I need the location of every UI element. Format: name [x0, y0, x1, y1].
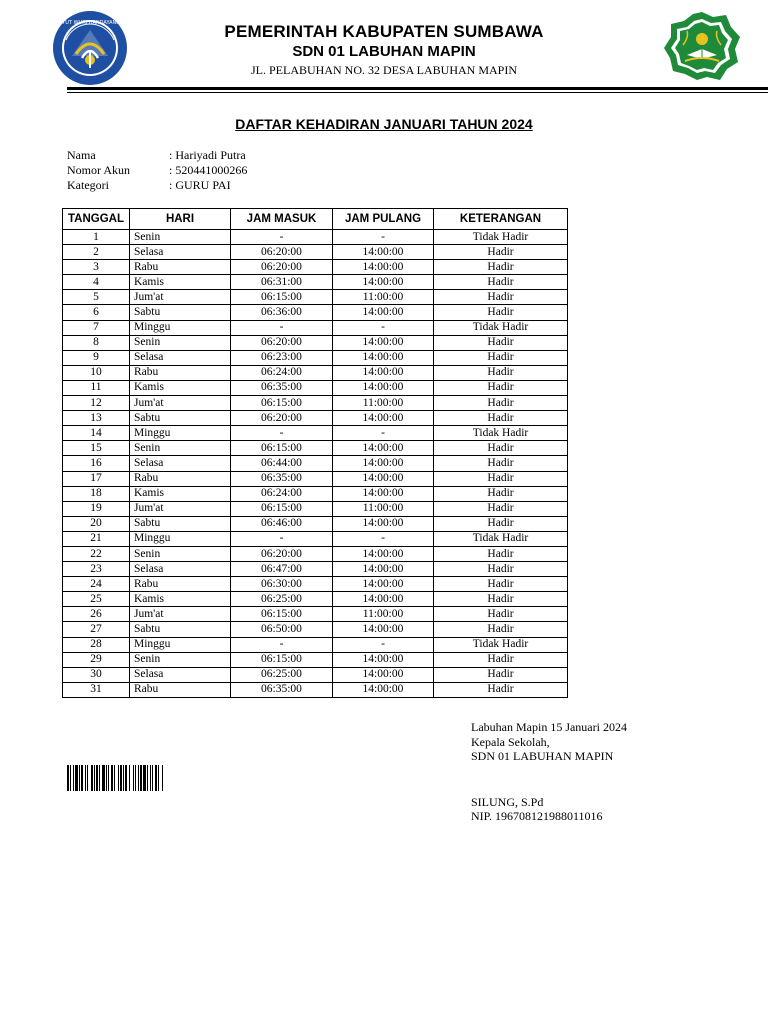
cell-hari: Senin: [130, 335, 231, 350]
cell-jam-pulang: 14:00:00: [333, 275, 434, 290]
table-row: [63, 350, 568, 365]
table-row: [63, 622, 568, 637]
cell-keterangan: Hadir: [434, 577, 568, 592]
cell-tanggal: 19: [63, 501, 130, 516]
cell-jam-masuk: 06:31:00: [231, 275, 333, 290]
cell-tanggal: 21: [63, 531, 130, 546]
col-header-jam-pulang: JAM PULANG: [333, 209, 434, 230]
cell-jam-pulang: 14:00:00: [333, 667, 434, 682]
cell-tanggal: 28: [63, 637, 130, 652]
table-row: [63, 516, 568, 531]
cell-jam-pulang: 11:00:00: [333, 607, 434, 622]
cell-keterangan: Hadir: [434, 592, 568, 607]
header-divider-thick: [67, 87, 768, 90]
cell-jam-pulang: 11:00:00: [333, 290, 434, 305]
cell-jam-masuk: -: [231, 531, 333, 546]
info-label: Kategori: [67, 178, 109, 192]
table-row: [63, 275, 568, 290]
cell-jam-masuk: 06:15:00: [231, 607, 333, 622]
cell-keterangan: Hadir: [434, 652, 568, 667]
cell-tanggal: 23: [63, 562, 130, 577]
cell-tanggal: 15: [63, 441, 130, 456]
cell-keterangan: Hadir: [434, 365, 568, 380]
cell-keterangan: Hadir: [434, 456, 568, 471]
header-school-name: SDN 01 LABUHAN MAPIN: [292, 43, 476, 60]
cell-hari: Kamis: [130, 380, 231, 395]
table-row: [63, 335, 568, 350]
table-header-row: [63, 209, 568, 230]
header-address: JL. PELABUHAN NO. 32 DESA LABUHAN MAPIN: [250, 63, 517, 77]
cell-tanggal: 3: [63, 260, 130, 275]
cell-keterangan: Hadir: [434, 441, 568, 456]
cell-jam-pulang: 14:00:00: [333, 486, 434, 501]
cell-tanggal: 27: [63, 622, 130, 637]
cell-jam-pulang: 14:00:00: [333, 380, 434, 395]
cell-jam-masuk: 06:44:00: [231, 456, 333, 471]
cell-jam-masuk: 06:24:00: [231, 486, 333, 501]
barcode-icon: [67, 765, 201, 791]
cell-keterangan: Hadir: [434, 501, 568, 516]
cell-jam-masuk: 06:15:00: [231, 441, 333, 456]
cell-hari: Senin: [130, 230, 231, 245]
cell-tanggal: 5: [63, 290, 130, 305]
cell-jam-masuk: 06:15:00: [231, 652, 333, 667]
cell-tanggal: 18: [63, 486, 130, 501]
cell-tanggal: 4: [63, 275, 130, 290]
table-row: [63, 531, 568, 546]
cell-hari: Selasa: [130, 562, 231, 577]
cell-keterangan: Hadir: [434, 622, 568, 637]
cell-jam-masuk: 06:35:00: [231, 682, 333, 697]
cell-keterangan: Hadir: [434, 546, 568, 561]
cell-hari: Rabu: [130, 577, 231, 592]
cell-hari: Jum'at: [130, 290, 231, 305]
table-row: [63, 637, 568, 652]
table-row: [63, 380, 568, 395]
cell-jam-masuk: 06:20:00: [231, 411, 333, 426]
cell-hari: Selasa: [130, 667, 231, 682]
cell-hari: Jum'at: [130, 501, 231, 516]
cell-jam-masuk: 06:35:00: [231, 380, 333, 395]
cell-tanggal: 30: [63, 667, 130, 682]
table-row: [63, 320, 568, 335]
cell-tanggal: 25: [63, 592, 130, 607]
cell-hari: Sabtu: [130, 622, 231, 637]
cell-tanggal: 29: [63, 652, 130, 667]
cell-hari: Rabu: [130, 365, 231, 380]
cell-jam-pulang: 14:00:00: [333, 365, 434, 380]
table-row: [63, 652, 568, 667]
cell-jam-pulang: 14:00:00: [333, 456, 434, 471]
cell-tanggal: 31: [63, 682, 130, 697]
table-row: [63, 562, 568, 577]
table-row: [63, 486, 568, 501]
table-row: [63, 411, 568, 426]
table-row: [63, 577, 568, 592]
signature-position: Kepala Sekolah,: [471, 735, 550, 749]
cell-hari: Jum'at: [130, 607, 231, 622]
cell-hari: Minggu: [130, 320, 231, 335]
cell-keterangan: Hadir: [434, 411, 568, 426]
table-row: [63, 592, 568, 607]
cell-jam-pulang: 14:00:00: [333, 305, 434, 320]
cell-jam-masuk: 06:20:00: [231, 335, 333, 350]
info-label: Nama: [67, 148, 96, 162]
document-title: DAFTAR KEHADIRAN JANUARI TAHUN 2024: [235, 116, 533, 132]
cell-jam-pulang: 14:00:00: [333, 592, 434, 607]
cell-keterangan: Hadir: [434, 260, 568, 275]
cell-jam-masuk: -: [231, 320, 333, 335]
cell-hari: Senin: [130, 546, 231, 561]
table-row: [63, 607, 568, 622]
info-value: : GURU PAI: [169, 178, 231, 192]
cell-keterangan: Hadir: [434, 305, 568, 320]
cell-hari: Minggu: [130, 531, 231, 546]
cell-hari: Kamis: [130, 592, 231, 607]
cell-keterangan: Hadir: [434, 516, 568, 531]
signature-school: SDN 01 LABUHAN MAPIN: [471, 749, 614, 763]
cell-tanggal: 8: [63, 335, 130, 350]
cell-keterangan: Hadir: [434, 562, 568, 577]
cell-jam-pulang: 14:00:00: [333, 350, 434, 365]
table-row: [63, 365, 568, 380]
cell-jam-masuk: 06:24:00: [231, 365, 333, 380]
cell-jam-masuk: -: [231, 230, 333, 245]
cell-keterangan: Hadir: [434, 486, 568, 501]
signature-name: SILUNG, S.Pd: [471, 795, 544, 809]
col-header-jam-masuk: JAM MASUK: [231, 209, 333, 230]
cell-hari: Minggu: [130, 637, 231, 652]
table-row: [63, 290, 568, 305]
cell-hari: Senin: [130, 441, 231, 456]
cell-jam-pulang: -: [333, 637, 434, 652]
cell-tanggal: 7: [63, 320, 130, 335]
cell-keterangan: Hadir: [434, 380, 568, 395]
info-value: : 520441000266: [169, 163, 248, 177]
table-row: [63, 682, 568, 697]
cell-jam-pulang: 14:00:00: [333, 652, 434, 667]
cell-keterangan: Tidak Hadir: [434, 426, 568, 441]
cell-tanggal: 12: [63, 396, 130, 411]
cell-jam-masuk: -: [231, 426, 333, 441]
cell-hari: Sabtu: [130, 305, 231, 320]
cell-jam-masuk: 06:15:00: [231, 396, 333, 411]
cell-jam-pulang: 14:00:00: [333, 245, 434, 260]
col-header-keterangan: KETERANGAN: [434, 209, 568, 230]
table-row: [63, 667, 568, 682]
cell-keterangan: Tidak Hadir: [434, 230, 568, 245]
attendance-table: [62, 208, 568, 698]
cell-tanggal: 9: [63, 350, 130, 365]
table-row: [63, 260, 568, 275]
cell-keterangan: Hadir: [434, 607, 568, 622]
cell-jam-masuk: -: [231, 637, 333, 652]
cell-tanggal: 13: [63, 411, 130, 426]
cell-hari: Rabu: [130, 682, 231, 697]
signature-nip: NIP. 196708121988011016: [471, 809, 603, 823]
cell-hari: Selasa: [130, 456, 231, 471]
info-value: : Hariyadi Putra: [169, 148, 246, 162]
table-row: [63, 501, 568, 516]
table-row: [63, 245, 568, 260]
cell-jam-pulang: 14:00:00: [333, 411, 434, 426]
cell-hari: Kamis: [130, 275, 231, 290]
cell-keterangan: Hadir: [434, 275, 568, 290]
cell-keterangan: Hadir: [434, 290, 568, 305]
cell-keterangan: Hadir: [434, 682, 568, 697]
cell-tanggal: 17: [63, 471, 130, 486]
cell-jam-masuk: 06:20:00: [231, 245, 333, 260]
cell-keterangan: Hadir: [434, 350, 568, 365]
cell-hari: Senin: [130, 652, 231, 667]
cell-hari: Kamis: [130, 486, 231, 501]
table-row: [63, 396, 568, 411]
table-row: [63, 441, 568, 456]
cell-hari: Jum'at: [130, 396, 231, 411]
cell-jam-masuk: 06:50:00: [231, 622, 333, 637]
cell-jam-masuk: 06:36:00: [231, 305, 333, 320]
table-row: [63, 305, 568, 320]
cell-jam-pulang: 11:00:00: [333, 501, 434, 516]
cell-jam-pulang: 14:00:00: [333, 546, 434, 561]
cell-hari: Selasa: [130, 245, 231, 260]
cell-jam-masuk: 06:23:00: [231, 350, 333, 365]
table-row: [63, 471, 568, 486]
cell-jam-pulang: -: [333, 230, 434, 245]
cell-hari: Selasa: [130, 350, 231, 365]
cell-jam-pulang: 14:00:00: [333, 682, 434, 697]
cell-hari: Sabtu: [130, 516, 231, 531]
cell-keterangan: Hadir: [434, 245, 568, 260]
cell-jam-pulang: -: [333, 531, 434, 546]
cell-jam-masuk: 06:46:00: [231, 516, 333, 531]
cell-keterangan: Tidak Hadir: [434, 637, 568, 652]
cell-jam-masuk: 06:15:00: [231, 501, 333, 516]
cell-tanggal: 20: [63, 516, 130, 531]
cell-tanggal: 16: [63, 456, 130, 471]
cell-keterangan: Hadir: [434, 396, 568, 411]
cell-jam-pulang: 14:00:00: [333, 471, 434, 486]
cell-hari: Rabu: [130, 471, 231, 486]
cell-jam-masuk: 06:47:00: [231, 562, 333, 577]
cell-jam-pulang: 14:00:00: [333, 335, 434, 350]
cell-jam-pulang: 14:00:00: [333, 622, 434, 637]
cell-jam-pulang: 14:00:00: [333, 260, 434, 275]
table-row: [63, 546, 568, 561]
cell-tanggal: 10: [63, 365, 130, 380]
cell-jam-pulang: 14:00:00: [333, 577, 434, 592]
cell-tanggal: 6: [63, 305, 130, 320]
cell-tanggal: 22: [63, 546, 130, 561]
cell-hari: Sabtu: [130, 411, 231, 426]
cell-tanggal: 2: [63, 245, 130, 260]
cell-tanggal: 26: [63, 607, 130, 622]
header-government: PEMERINTAH KABUPATEN SUMBAWA: [224, 22, 544, 41]
header-divider-thin: [67, 92, 768, 93]
cell-jam-masuk: 06:20:00: [231, 260, 333, 275]
cell-tanggal: 1: [63, 230, 130, 245]
cell-jam-masuk: 06:25:00: [231, 592, 333, 607]
cell-hari: Rabu: [130, 260, 231, 275]
info-label: Nomor Akun: [67, 163, 130, 177]
cell-jam-pulang: 14:00:00: [333, 562, 434, 577]
cell-jam-masuk: 06:35:00: [231, 471, 333, 486]
cell-keterangan: Tidak Hadir: [434, 320, 568, 335]
table-row: [63, 426, 568, 441]
cell-jam-pulang: 14:00:00: [333, 516, 434, 531]
cell-jam-pulang: 14:00:00: [333, 441, 434, 456]
table-row: [63, 230, 568, 245]
cell-jam-pulang: 11:00:00: [333, 396, 434, 411]
cell-jam-pulang: -: [333, 426, 434, 441]
signature-place-date: Labuhan Mapin 15 Januari 2024: [471, 720, 627, 734]
cell-tanggal: 14: [63, 426, 130, 441]
table-row: [63, 456, 568, 471]
cell-tanggal: 11: [63, 380, 130, 395]
col-header-tanggal: TANGGAL: [63, 209, 130, 230]
cell-jam-masuk: 06:15:00: [231, 290, 333, 305]
cell-keterangan: Hadir: [434, 335, 568, 350]
cell-hari: Minggu: [130, 426, 231, 441]
cell-jam-masuk: 06:25:00: [231, 667, 333, 682]
logo-lettering: TUT WURI HANDAYANI: [62, 20, 118, 26]
cell-keterangan: Hadir: [434, 667, 568, 682]
cell-tanggal: 24: [63, 577, 130, 592]
cell-jam-masuk: 06:20:00: [231, 546, 333, 561]
cell-jam-masuk: 06:30:00: [231, 577, 333, 592]
col-header-hari: HARI: [130, 209, 231, 230]
cell-jam-pulang: -: [333, 320, 434, 335]
cell-keterangan: Hadir: [434, 471, 568, 486]
cell-keterangan: Tidak Hadir: [434, 531, 568, 546]
